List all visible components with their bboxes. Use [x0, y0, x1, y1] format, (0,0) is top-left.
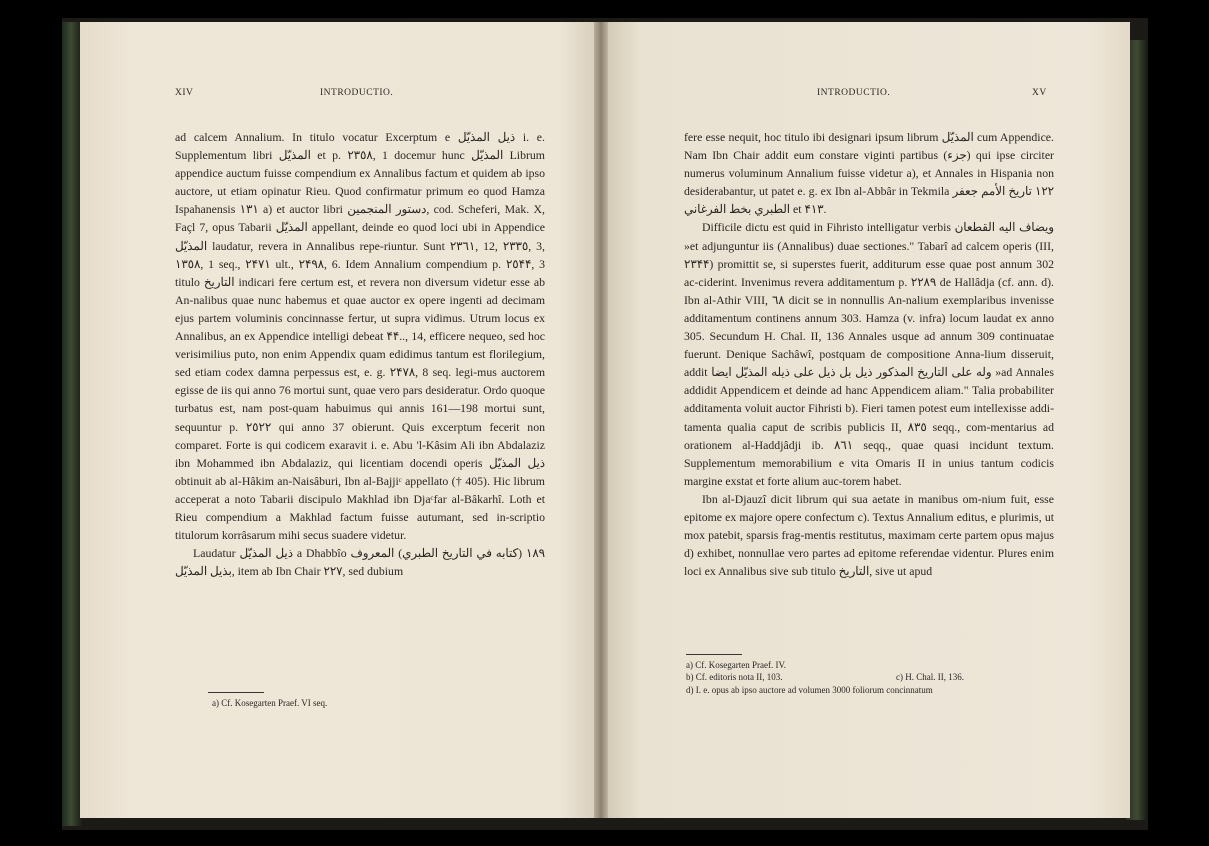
right-footnotes: [686, 659, 1054, 696]
left-footnote: [212, 697, 327, 709]
right-footnote-b: b) Cf. editoris nota II, 103.: [686, 672, 783, 683]
right-text-column: [684, 128, 1054, 580]
left-paragraph-1: ad calcem Annalium. In titulo vocatur Excerptum e ذيل المذيّل i. e. Supplementum libri المذيّل et p. ٢٣٥٨, 1 docemur hunc المذيّل Librum appendice auctum fuisse compendium ex Annalibus factum et quidem ab ipso auctore, ut etiam opinatur Rieu. Quod confirmatur primum eo quod Hamza Ispahanensis ١٣١ a) et auctor libri دستور المنجمين, cod. Scheferi, Mak. X, Façl 7, opus Tabarii المذيّل appellant, deinde eo quod loci ubi in Appendice المذيّل laudatur, revera in Annalibus repe-riuntur. Sunt ٢٣٦١, 12, ٢٣٣٥, 3, ١٣٥٨, 1 seq., ٢۴٧١ ult., ٢۴٩٨, 6. Idem Annalium compendium p. ٢٥۴۴, 3 titulo التاريخ indicari fere certum est, et revera non diversum videtur esse ab An-nalibus quae nunc habemus et quae auctor ex opere ingenti ad decimam ejus partem voluminis concinnasse fertur, ut supra vidimus. Utrum locus ex Annalibus, an ex Appendice intelligi debeat ۴۴.., 14, efficere nequeo, sed hoc verisimilius puto, non enim Appendix quam edidimus tantum est florilegium, sed etiam codex damna perpessus est, e. g. ٢۴٧٨, 8 seq. legi-mus auctorem egisse de iis qui anno 76 mortui sunt, quae vero pars desideratur. Ordo quoque turbatus est, nam post-quam habuimus qui annis 161—198 mortui sunt, sequuntur p. ٢٥٢٢ qui anno 37 obierunt. Quis excerptum fecerit non comparet. Forte is qui codicem exaravit i. e. Abu 'l-Kâsim Ali ibn Abdalaziz ibn Mohammed ibn Abdalaziz, qui licentiam docendi operis ذيل المذيّل obtinuit ab al-Hâkim an-Naisâburi, Ibn al-Bajjiᶜ appellato († 405). Hic librum acceperat a noto Tabarii discipulo Makhlad ibn Djaᶜfar al-Bâkarhî. Loth et Rieu compendium a Makhlad factum fuisse autumant, sed in-scriptio titulorum korrâsarum mihi secus suadere videtur.: [175, 130, 546, 543]
left-cover-edge: [62, 22, 82, 826]
right-footnote-a: a) Cf. Kosegarten Praef. IV.: [686, 660, 787, 670]
right-footnote-d: d) I. e. opus ab ipso auctore ad volumen 3000 foliorum concinnatum: [686, 684, 933, 695]
left-paragraph-2: Laudatur ذيل المذيّل a Dhabbîo ١٨٩ (كتابه في التاريخ الطبري) المعروف بذيل المذيّل, item ab Ibn Chair ٢٢٧, sed dubium: [175, 546, 545, 579]
left-page-number: XIV: [175, 88, 194, 98]
right-paragraph-2: Difficile dictu est quid in Fihristo intelligatur verbis ويضاف اليه القطعان »et adjunguntur iis (Annalibus) duae sectiones." Tabarî ad calcem operis (III, ٢٣۴۴) promittit se, si superstes fuerit, additurum esse quae post annum 302 ac-ciderint. Invenimus revera additamentum p. ٢٢٨٩ de Hallâdja (cf. ann. d). Ibn al-Athir VIII, ٦٨ dicit se in nonnullis An-nalium exemplaribus invenisse additamentum continens annum 303. Hamza (v. infra) locum laudat ex anno 305. Secundum H. Chal. II, 136 Annales usque ad annum 309 continuatae fuerunt. Denique Sachâwî, postquam de compositione Anna-lium disseruit, addit وله على التاريخ المذكور ذيل بل ذيل على ذيله المذيّل ايضا »ad Annales addidit Appendicem et deinde ad hanc Appendicem aliam." Talia probabiliter additamenta voluit auctor Fihristi b). Fieri tamen potest eum intellexisse addi-tamenta qualia caput de scribis publicis II, ٨٣٥ seqq., com-mentarius ad orationem al-Haddjâdji ib. ٨٦١ seqq., quae quasi incidunt textum. Supplementum memorabilium e vita Omaris II in unius tantum codicis margine exstat et forte alium auc-torem habet.: [684, 220, 1055, 488]
right-page-number: XV: [1032, 88, 1047, 98]
book-gutter: [594, 22, 608, 818]
right-footnote-c: c) H. Chal. II, 136.: [896, 672, 964, 683]
left-footnote-a: a) Cf. Kosegarten Praef. VI seq.: [212, 698, 328, 708]
left-text-column: [175, 128, 545, 580]
left-running-head: INTRODUCTIO.: [320, 88, 394, 98]
right-paragraph-1: fere esse nequit, hoc titulo ibi designari ipsum librum المذيّل cum Appendice. Nam Ibn Chair addit eum constare viginti partibus (جزء) qui ipse circiter numerus voluminum Annalium fuisse videtur a), et Annales in Hispania non desiderabantur, ut patet e. g. ex Ibn al-Abbâr in Tekmila ١٢٢ تاريخ الأمم جعفر الطبري بخط الفرغاني et ۴١٣.: [684, 130, 1054, 217]
right-footnote-rule: [686, 654, 742, 655]
left-footnote-rule: [208, 692, 264, 693]
right-paragraph-3: Ibn al-Djauzî dicit librum qui sua aetate in manibus om-nium fuit, esse epitome ex majore opere confectum c). Textus Annalium editus, e plurimis, ut mox patebit, sparsis frag-mentis restitutus, maximam certe partem opus majus d) exhibet, nonnullae vero partes ad epitome referendae videntur. Plures enim loci ex Annalibus sive sub titulo التاريخ, sive ut apud: [684, 491, 1054, 579]
right-running-head: INTRODUCTIO.: [817, 88, 891, 98]
